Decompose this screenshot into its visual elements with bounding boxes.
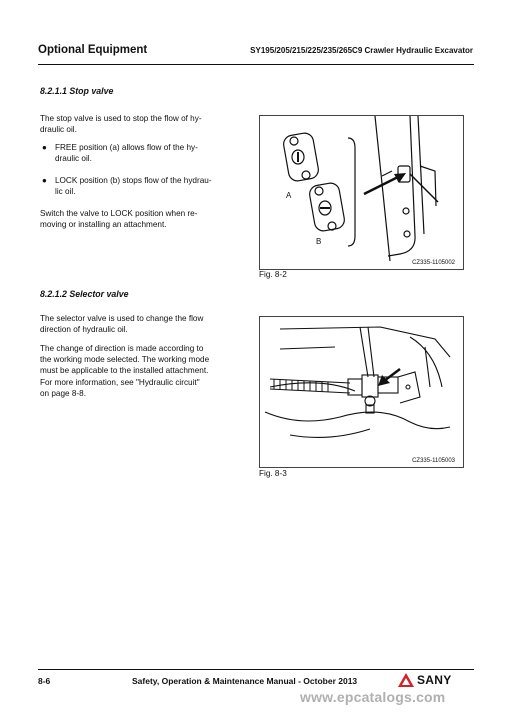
stop-valve-intro [40,113,248,135]
text-line: The stop valve is used to stop the flow of hy- [40,114,202,123]
stop-valve-illustration [260,116,463,269]
figure-code: CZ335-1105003 [412,458,455,464]
figure-caption: Fig. 8-3 [259,469,287,478]
bullet-icon: ● [42,143,47,152]
footer-rule [38,669,474,670]
header-model-title: SY195/205/215/225/235/265C9 Crawler Hydraulic Excavator [250,46,473,55]
sany-logo-text: SANY [417,673,452,687]
text-line: must be applicable to the installed attachment. [40,366,209,376]
text-line: For more information, see "Hydraulic circuit" [40,377,200,387]
selector-valve-illustration [260,317,463,467]
header-section-title: Optional Equipment [38,44,148,56]
selector-valve-intro [40,313,248,335]
selector-valve-heading: 8.2.1.2 Selector valve [40,289,129,299]
figure-selector-valve [259,316,464,468]
text-line: lic oil. [55,187,76,197]
text-line: draulic oil. [40,125,77,135]
stop-valve-switch-instruction [40,208,248,230]
text-line: draulic oil. [55,154,92,164]
text-line: the working mode selected. The working mode [40,355,210,365]
sany-logo [398,673,452,687]
figure-caption: Fig. 8-2 [259,270,287,279]
text-line: The selector valve is used to change the flow [40,314,204,323]
bullet-lock-position [42,175,248,197]
text-line: moving or installing an attachment. [40,220,167,230]
bullet-icon: ● [42,176,47,185]
footer-manual-title: Safety, Operation & Maintenance Manual - October 2013 [132,676,358,686]
text-line: The change of direction is made according to [40,344,204,353]
header-rule [38,64,474,65]
text-line: Switch the valve to LOCK position when re- [40,209,198,218]
stop-valve-heading: 8.2.1.1 Stop valve [40,86,114,96]
text-line: FREE position (a) allows flow of the hy- [55,143,198,152]
label-b: B [316,237,322,246]
text-line: on page 8-8. [40,388,86,398]
selector-valve-description [40,343,248,399]
label-a: A [286,191,292,200]
sany-logo-icon [398,673,414,687]
page-number: 8-6 [38,676,51,686]
watermark: www.epcatalogs.com [300,689,446,705]
figure-code: CZ335-1105002 [412,260,455,266]
text-line: LOCK position (b) stops flow of the hydrau- [55,176,212,185]
text-line: direction of hydraulic oil. [40,325,128,335]
figure-stop-valve [259,115,464,270]
bullet-free-position [42,142,248,164]
